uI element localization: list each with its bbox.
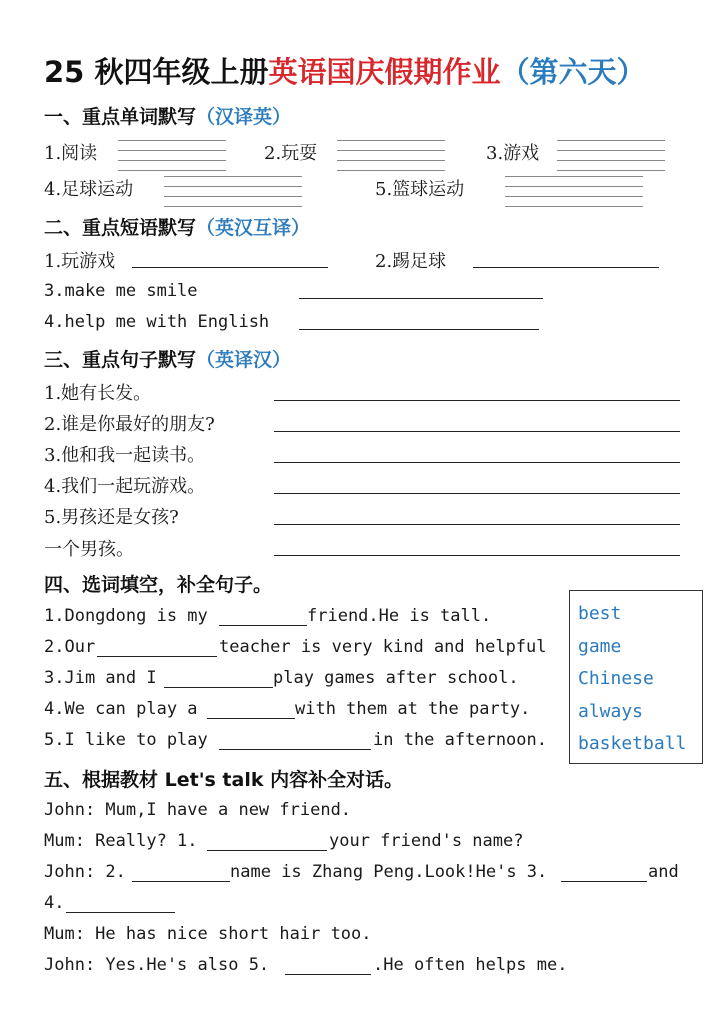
blank[interactable]: [473, 267, 659, 268]
section3-heading: 三、重点句子默写（英译汉）: [44, 349, 292, 371]
blank[interactable]: [561, 881, 647, 882]
dialogue-line-2a: Mum: Really? 1.: [44, 831, 198, 851]
blank[interactable]: [207, 850, 327, 851]
blank[interactable]: [97, 656, 217, 657]
title-prefix: 25 秋四年级上册: [44, 55, 269, 89]
dialogue-line-2b: your friend's name?: [329, 831, 524, 851]
s4-sentence-1-after: friend.He is tall.: [307, 606, 492, 626]
word-bank-item: Chinese: [578, 668, 654, 689]
blank[interactable]: [274, 400, 680, 401]
blank[interactable]: [132, 881, 230, 882]
section4-heading: 四、选词填空，补全句子。: [44, 574, 273, 596]
section1-heading: 一、重点单词默写（汉译英）: [44, 106, 292, 128]
blank[interactable]: [66, 912, 175, 913]
s2-item-1: 1.玩游戏: [44, 251, 116, 272]
dialogue-line-6a: John: Yes.He's also 5.: [44, 955, 270, 975]
blank[interactable]: [299, 329, 539, 330]
title-day: （第六天）: [500, 55, 646, 89]
s3-item-6: 一个男孩。: [44, 539, 134, 560]
word-bank-item: game: [578, 636, 622, 657]
dialogue-line-3b: name is Zhang Peng.Look!He's 3.: [230, 862, 548, 882]
word-bank-item: always: [578, 701, 644, 722]
s4-sentence-2-after: teacher is very kind and helpful: [219, 637, 547, 657]
blank[interactable]: [274, 524, 680, 525]
blank[interactable]: [132, 267, 328, 268]
dialogue-line-4: 4.: [44, 893, 65, 913]
blank[interactable]: [274, 555, 680, 556]
page-title: [44, 50, 645, 91]
section2-heading: 二、重点短语默写（英汉互译）: [44, 217, 311, 239]
blank[interactable]: [299, 298, 543, 299]
s4-sentence-3-after: play games after school.: [273, 668, 519, 688]
s4-sentence-4-before: 4.We can play a: [44, 699, 198, 719]
dialogue-line-3c: and: [648, 862, 679, 882]
s4-sentence-1-before: 1.Dongdong is my: [44, 606, 208, 626]
s4-sentence-5-before: 5.I like to play: [44, 730, 208, 750]
s1-item-2: 2.玩耍: [264, 143, 318, 164]
dialogue-line-6b: .He often helps me.: [373, 955, 568, 975]
section5-heading: 五、根据教材 Let's talk 内容补全对话。: [44, 769, 404, 791]
dialogue-line-3a: John: 2.: [44, 862, 126, 882]
blank[interactable]: [285, 974, 371, 975]
s1-item-3: 3.游戏: [486, 143, 540, 164]
s4-sentence-5-after: in the afternoon.: [373, 730, 547, 750]
blank[interactable]: [219, 749, 371, 750]
s2-item-3: 3.make me smile: [44, 281, 198, 301]
word-bank-item: basketball: [578, 733, 687, 754]
blank[interactable]: [219, 625, 307, 626]
s2-item-4: 4.help me with English: [44, 312, 270, 332]
blank[interactable]: [207, 718, 295, 719]
s3-item-1: 1.她有长发。: [44, 383, 152, 404]
s3-item-2: 2.谁是你最好的朋友?: [44, 414, 215, 435]
blank[interactable]: [274, 493, 680, 494]
blank[interactable]: [164, 687, 273, 688]
dialogue-line-1: John: Mum,I have a new friend.: [44, 800, 352, 820]
dialogue-line-5: Mum: He has nice short hair too.: [44, 924, 372, 944]
s3-item-5: 5.男孩还是女孩?: [44, 507, 179, 528]
word-bank-item: best: [578, 603, 622, 624]
s4-sentence-4-after: with them at the party.: [295, 699, 531, 719]
s4-sentence-2-before: 2.Our: [44, 637, 96, 657]
s2-item-2: 2.踢足球: [375, 251, 447, 272]
blank[interactable]: [274, 462, 680, 463]
s1-item-4: 4.足球运动: [44, 179, 134, 200]
title-highlight: 英语国庆假期作业: [268, 55, 501, 89]
s1-item-5: 5.篮球运动: [375, 179, 465, 200]
s4-sentence-3-before: 3.Jim and I: [44, 668, 157, 688]
s3-item-4: 4.我们一起玩游戏。: [44, 476, 206, 497]
word-bank: [569, 590, 703, 764]
s3-item-3: 3.他和我一起读书。: [44, 445, 206, 466]
s1-item-1: 1.阅读: [44, 143, 98, 164]
blank[interactable]: [274, 431, 680, 432]
